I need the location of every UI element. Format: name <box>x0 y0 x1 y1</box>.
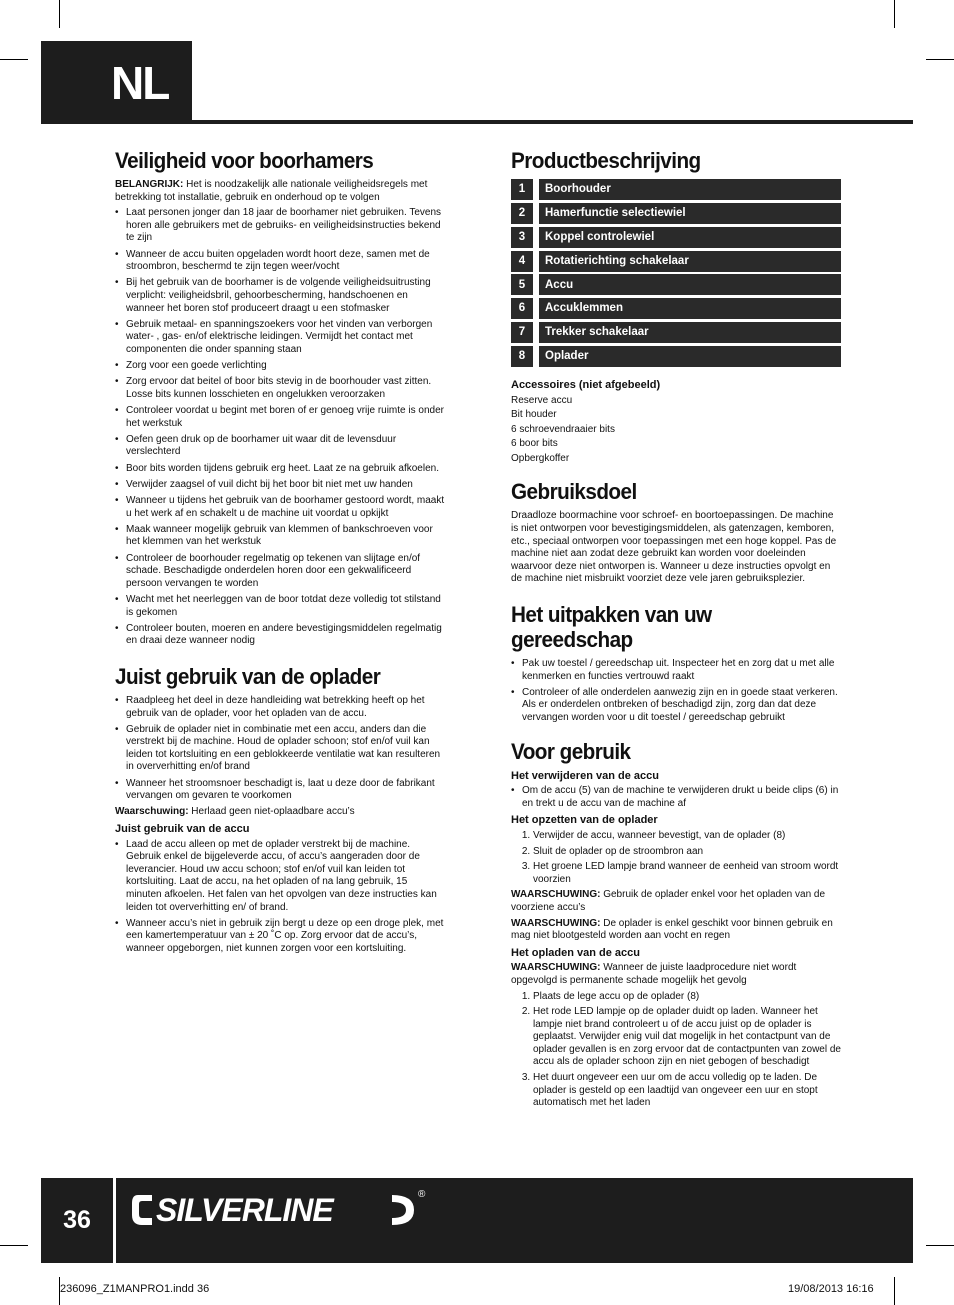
file-info: 236096_Z1MANPRO1.indd 36 <box>60 1283 210 1295</box>
list-item: 3. Het groene LED lampje brand wanneer de eenheid van stroom wordt voorzien <box>533 861 841 886</box>
safety-list <box>115 207 445 648</box>
setup-steps <box>511 830 841 886</box>
important-note <box>115 179 445 204</box>
list-item: • Oefen geen druk op de boorhamer uit waar dit de levensduur verslechterd <box>115 434 445 459</box>
list-item: 1. Verwijder de accu, wanneer bevestigt, van de oplader (8) <box>533 830 841 843</box>
list-item: • Controleer voordat u begint met boren of er genoeg vrije ruimte is onder het werkstuk <box>115 405 445 430</box>
list-item: Reserve accu <box>511 394 573 406</box>
accu-subtitle: Juist gebruik van de accu <box>115 823 250 836</box>
part-number: 5 <box>511 274 533 295</box>
list-item: • Wanneer het stroomsnoer beschadigt is, laat u deze door de fabrikant vervangen om gevaren te voorkomen <box>115 778 445 803</box>
list-item: Bit houder <box>511 409 557 421</box>
part-number: 2 <box>511 203 533 224</box>
part-label: Accu <box>539 274 841 295</box>
table-row <box>511 274 841 295</box>
part-number: 3 <box>511 227 533 248</box>
charge-battery-title: Het opladen van de accu <box>511 946 640 959</box>
list-item: • Wanneer accu’s niet in gebruik zijn bergt u deze op een droge plek, met een kamertemperatuur van ± 20 ˚C op. Zorg ervoor dat de accu’s, wanneer opgeborgen, niet kunnen zorgen voor een kortsluiting. <box>115 918 445 956</box>
part-number: 1 <box>511 179 533 200</box>
warning-text: Wanneer de juiste laadprocedure niet wordt opgevolgd is permanente schade mogelijk het gevolg <box>511 962 797 986</box>
purpose-title: Gebruiksdoel <box>511 479 637 505</box>
list-item: • Om de accu (5) van de machine te verwijderen drukt u beide clips (6) in en trekt u de accu van de machine af <box>511 785 841 810</box>
warning-2 <box>511 918 841 943</box>
warning-label: WAARSCHUWING: <box>511 962 601 974</box>
list-item: • Wanneer u tijdens het gebruik van de boorhamer gestoord wordt, maakt u het werk af en schakelt u de machine uit voordat u opkijkt <box>115 495 445 520</box>
important-label: BELANGRIJK: <box>115 179 184 190</box>
part-number: 4 <box>511 251 533 272</box>
page-number: 36 <box>63 1206 91 1234</box>
date-info: 19/08/2013 16:16 <box>788 1283 874 1295</box>
important-text: Het is noodzakelijk alle nationale veiligheidsregels met betrekking tot installatie, gebruik en onderhoud op te volgen <box>115 179 428 203</box>
list-item: • Laad de accu alleen op met de oplader verstrekt bij de machine. Gebruik enkel de bijgeleverde accu, of accu’s aangeraden door de leverancier. Houd uw accu schoon; stof en/of vuil kan leiden tot kortsluiting. Laat de accu, na het opladen of na lang gebruik, 15 minuten afkoelen. Het falen van het opvolgen van deze instructies kan leiden tot oververhitting en/ of brand. <box>115 839 445 915</box>
purpose-text: Draadloze boormachine voor schroef- en boortoepassingen. De machine is niet ontworpen voor bevestigingsmiddelen, als gatenzagen, kemboren, etc., speciaal ontworpen voor toepassingen met een hoge koppel. Pas de machine niet aan zodat deze gebruikt kan worden voor doeleinden waarvoor deze niet ontworpen is. Wanneer u deze instructies opvolgt en de machine niet misbruikt voorziet deze vele jaren gebruiksplezier. <box>511 510 837 585</box>
list-item: • Controleer of alle onderdelen aanwezig zijn en in goede staat verkeren. Als er onderdelen ontbreken of beschadigd zijn, zorg dan dat deze vervangen worden voor u dit toestel / gereedschap gebruikt <box>511 687 841 725</box>
language-tab <box>41 41 192 124</box>
list-item: • Wanneer de accu buiten opgeladen wordt hoort deze, samen met de stroombron, beschermd te zijn tegen weer/vocht <box>115 249 445 274</box>
remove-battery-title: Het verwijderen van de accu <box>511 769 659 782</box>
part-label: Hamerfunctie selectiewiel <box>539 203 841 224</box>
table-row <box>511 298 841 319</box>
part-label: Oplader <box>539 346 841 367</box>
charger-list <box>115 695 445 803</box>
list-item: • Controleer de boorhouder regelmatig op tekenen van slijtage en/of schade. Beschadigde onderdelen horen door een gekwalificeerd persoon vervangen te worden <box>115 553 445 591</box>
right-column <box>511 148 841 1113</box>
part-label: Accuklemmen <box>539 298 841 319</box>
setup-charger-title: Het opzetten van de oplader <box>511 814 658 827</box>
table-row <box>511 251 841 272</box>
list-item: 1. Plaats de lege accu op de oplader (8) <box>533 991 841 1004</box>
crop-mark <box>59 0 60 28</box>
list-item: • Zorg ervoor dat beitel of boor bits stevig in de boorhouder vast zitten. Losse bits kunnen losschieten en ongelukken veroorzaken <box>115 376 445 401</box>
list-item: 3. Het duurt ongeveer een uur om de accu volledig op te laden. De oplader is gesteld op een laadtijd van ongeveer een uur en stopt automatisch met het laden <box>533 1072 841 1110</box>
warning-label: Waarschuwing: <box>115 806 189 818</box>
list-item: • Maak wanneer mogelijk gebruik van klemmen of bankschroeven voor het klemmen van het werkstuk <box>115 524 445 549</box>
table-row <box>511 203 841 224</box>
part-number: 8 <box>511 346 533 367</box>
part-label: Boorhouder <box>539 179 841 200</box>
warning-label: WAARSCHUWING: <box>511 889 601 901</box>
warning-1 <box>511 889 841 914</box>
list-item: • Laat personen jonger dan 18 jaar de boorhamer niet gebruiken. Tevens horen alle gebruikers met de gebruiks- en veiligheidsinstructies bekend te zijn <box>115 207 445 245</box>
table-row <box>511 227 841 248</box>
list-item: 6 schroevendraaier bits <box>511 423 615 435</box>
language-code: NL <box>111 56 169 109</box>
crop-mark <box>0 1245 28 1246</box>
part-number: 7 <box>511 322 533 343</box>
safety-title: Veiligheid voor boorhamers <box>115 148 374 173</box>
charge-steps <box>511 991 841 1110</box>
list-item: • Boor bits worden tijdens gebruik erg heet. Laat ze na gebruik afkoelen. <box>115 463 445 476</box>
warning-label: WAARSCHUWING: <box>511 917 601 929</box>
unpacking-title: Het uitpakken van uw gereedschap <box>511 602 712 653</box>
list-item: • Bij het gebruik van de boorhamer is de volgende veiligheidsuitrusting verplicht: veiligheidsbril, gehoorbescherming, handschoenen en wanneer het boren stof produceert draagt u een stofmasker <box>115 277 445 315</box>
unpacking-list <box>511 658 841 725</box>
list-item: • Verwijder zaagsel of vuil dicht bij het boor bit niet met uw handen <box>115 479 445 492</box>
list-item: Opbergkoffer <box>511 452 570 464</box>
list-item: 2. Sluit de oplader op de stroombron aan <box>533 846 841 859</box>
list-item: • Wacht met het neerleggen van de boor totdat deze volledig tot stilstand is gekomen <box>115 594 445 619</box>
accu-list <box>115 839 445 956</box>
brand-text: SILVERLINE <box>156 1192 333 1228</box>
table-row <box>511 346 841 367</box>
accessories-title: Accessoires (niet afgebeeld) <box>511 378 661 391</box>
table-row <box>511 179 841 200</box>
left-column <box>115 148 445 959</box>
header-rule <box>192 120 913 124</box>
product-title: Productbeschrijving <box>511 148 701 173</box>
crop-mark <box>926 1245 954 1246</box>
footer-divider <box>113 1178 116 1263</box>
list-item: • Pak uw toestel / gereedschap uit. Inspecteer het en zorg dat u met alle kenmerken en functies vertrouwd raakt <box>511 658 841 683</box>
before-use-title: Voor gebruik <box>511 738 631 764</box>
list-item: 2. Het rode LED lampje op de oplader duidt op laden. Wanneer het lampje niet brand controleert u of de accu juist op de oplader is geplaatst. Verwijder enig vuil dat mogelijk in het contactpunt van de oplader gevallen is en zorg ervoor dat de contactpunten van zowel de accu als de oplader schoon zijn en niet gebogen of beschadigt <box>533 1006 841 1069</box>
crop-mark <box>894 0 895 28</box>
list-item: • Zorg voor een goede verlichting <box>115 360 445 373</box>
part-label: Rotatierichting schakelaar <box>539 251 841 272</box>
part-number: 6 <box>511 298 533 319</box>
warning-text: Herlaad geen niet-oplaadbare accu’s <box>188 806 355 818</box>
charger-warning <box>115 806 445 819</box>
list-item: • Controleer bouten, moeren en andere bevestigingsmiddelen regelmatig en draai deze wanneer nodig <box>115 623 445 648</box>
part-label: Koppel controlewiel <box>539 227 841 248</box>
accessories-list <box>511 395 841 466</box>
charger-title: Juist gebruik van de oplader <box>115 663 381 689</box>
remove-battery-list <box>511 785 841 810</box>
list-item: • Raadpleeg het deel in deze handleiding wat betrekking heeft op het gebruik van de oplader, voor het opladen van de accu. <box>115 695 445 720</box>
list-item: 6 boor bits <box>511 438 558 450</box>
table-row <box>511 322 841 343</box>
list-item: • Gebruik de oplader niet in combinatie met een accu, anders dan die verstrekt bij de machine. Houd de oplader schoon; stof en/of vuil kan leiden tot kortsluiting en een geblokkeerde ventilatie wat kan resulteren in oververhitting en/of brand <box>115 724 445 774</box>
warning-text: Gebruik de oplader enkel voor het opladen van de voorziene accu’s <box>511 889 826 913</box>
part-label: Trekker schakelaar <box>539 322 841 343</box>
crop-mark <box>894 1277 895 1305</box>
parts-table <box>511 179 841 367</box>
silverline-logo <box>130 1185 430 1235</box>
warning-text: De oplader is enkel geschikt voor binnen gebruik en mag niet blootgesteld worden aan vocht en regen <box>511 917 833 942</box>
registered-mark: ® <box>418 1189 426 1200</box>
warning-3 <box>511 962 841 987</box>
crop-mark <box>0 59 28 60</box>
list-item: • Gebruik metaal- en spanningszoekers voor het vinden van verborgen water- , gas- en/of elektrische leidingen. Vermijdt het contact met componenten die onder spanning staan <box>115 319 445 357</box>
crop-mark <box>926 59 954 60</box>
